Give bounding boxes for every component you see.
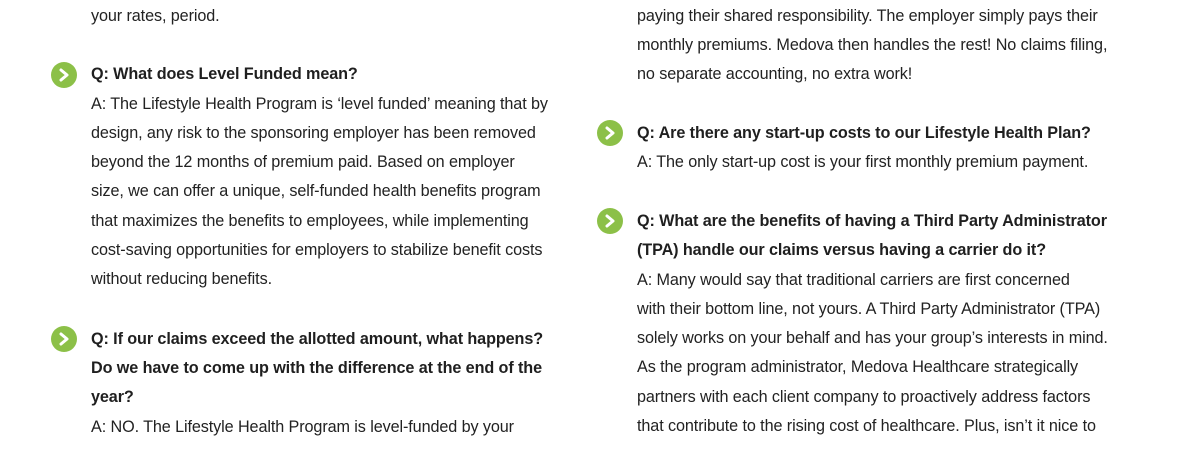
faq-question: Do we have to come up with the difference at the end of the — [91, 359, 543, 377]
text-line: no separate accounting, no extra work! — [637, 65, 913, 83]
chevron-right-icon — [597, 120, 623, 146]
faq-answer: A: NO. The Lifestyle Health Program is level-funded by your — [91, 418, 514, 436]
faq-answer: solely works on your behalf and has your group’s interests in mind. — [637, 329, 1108, 347]
faq-answer: cost-saving opportunities for employers to stabilize benefit costs — [91, 241, 543, 259]
faq-answer: that maximizes the benefits to employees, while implementing — [91, 212, 529, 230]
faq-answer: A: The only start-up cost is your first monthly premium payment. — [637, 153, 1089, 171]
text-line: paying their shared responsibility. The employer simply pays their — [637, 7, 1098, 25]
faq-answer: that contribute to the rising cost of healthcare. Plus, isn’t it nice to — [637, 417, 1096, 435]
text-line: monthly premiums. Medova then handles the rest! No claims filing, — [637, 36, 1108, 54]
chevron-right-icon — [51, 62, 77, 88]
chevron-right-icon — [597, 208, 623, 234]
faq-question: Q: What are the benefits of having a Third Party Administrator — [637, 212, 1107, 230]
faq-answer: with their bottom line, not yours. A Third Party Administrator (TPA) — [637, 300, 1101, 318]
faq-answer: without reducing benefits. — [91, 270, 272, 288]
faq-question: Q: Are there any start-up costs to our Lifestyle Health Plan? — [637, 124, 1091, 142]
chevron-right-icon — [51, 326, 77, 352]
faq-question: (TPA) handle our claims versus having a carrier do it? — [637, 241, 1046, 259]
faq-question: Q: If our claims exceed the allotted amount, what happens? — [91, 330, 544, 348]
text-line: your rates, period. — [91, 7, 220, 25]
faq-answer: A: Many would say that traditional carriers are first concerned — [637, 271, 1070, 289]
faq-answer: beyond the 12 months of premium paid. Based on employer — [91, 153, 515, 171]
faq-question: year? — [91, 388, 134, 406]
faq-answer: partners with each client company to proactively address factors — [637, 388, 1091, 406]
faq-question: Q: What does Level Funded mean? — [91, 65, 358, 83]
faq-answer: As the program administrator, Medova Healthcare strategically — [637, 358, 1079, 376]
faq-answer: design, any risk to the sponsoring employer has been removed — [91, 124, 536, 142]
faq-answer: A: The Lifestyle Health Program is ‘level funded’ meaning that by — [91, 95, 548, 113]
faq-answer: size, we can offer a unique, self-funded health benefits program — [91, 182, 541, 200]
